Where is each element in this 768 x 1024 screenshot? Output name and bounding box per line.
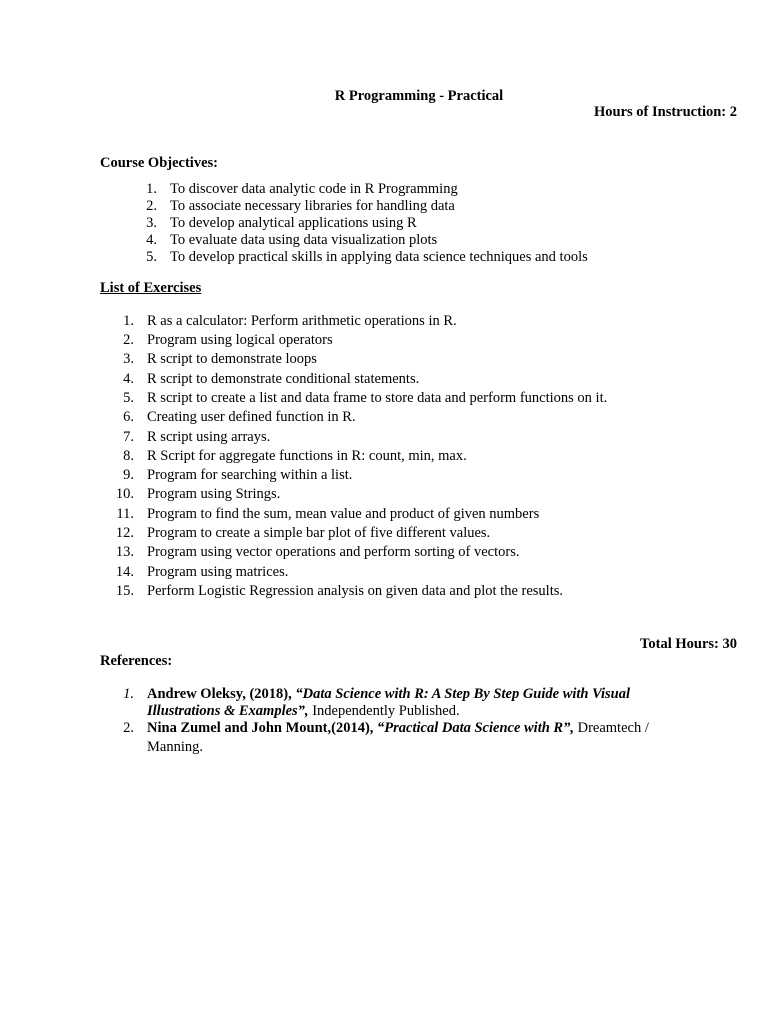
objective-number: 1.: [146, 181, 157, 197]
objective-number: 5.: [146, 249, 157, 265]
exercise-number: 2.: [123, 332, 134, 348]
exercise-number: 11.: [116, 506, 134, 522]
objective-number: 2.: [146, 198, 157, 214]
total-hours: Total Hours: 30: [640, 636, 737, 652]
exercises-heading: List of Exercises: [100, 280, 202, 296]
objective-text: To discover data analytic code in R Programming: [170, 181, 458, 197]
exercise-number: 4.: [123, 371, 134, 387]
objective-text: To develop practical skills in applying data science techniques and tools: [170, 249, 588, 265]
exercise-number: 6.: [123, 409, 134, 425]
reference-publisher-cont: Manning.: [147, 739, 203, 755]
page-title: R Programming - Practical: [334, 88, 504, 104]
exercise-text: R script using arrays.: [147, 429, 271, 445]
reference-publisher: Dreamtech /: [573, 720, 649, 736]
exercise-text: Program using logical operators: [147, 332, 333, 348]
exercise-text: R Script for aggregate functions in R: count, min, max.: [147, 448, 467, 464]
exercise-number: 13.: [115, 544, 134, 560]
exercise-number: 3.: [123, 351, 134, 367]
exercise-text: R script to create a list and data frame to store data and perform functions on it.: [147, 390, 608, 406]
objective-number: 4.: [146, 232, 157, 248]
objective-text: To develop analytical applications using R: [170, 215, 417, 231]
objective-text: To associate necessary libraries for handling data: [170, 198, 455, 214]
reference-title-cont: Illustrations & Examples”,: [147, 703, 309, 719]
exercise-text: R script to demonstrate conditional statements.: [147, 371, 420, 387]
exercise-number: 14.: [115, 564, 134, 580]
reference-title: “Practical Data Science with R”,: [373, 720, 574, 736]
exercise-text: Perform Logistic Regression analysis on given data and plot the results.: [147, 583, 563, 599]
reference-number: 2.: [123, 720, 134, 736]
exercise-number: 9.: [123, 467, 134, 483]
exercise-text: Program to find the sum, mean value and product of given numbers: [147, 506, 540, 522]
hours-of-instruction: Hours of Instruction: 2: [594, 104, 737, 120]
reference-line: [147, 686, 630, 703]
exercise-number: 8.: [123, 448, 134, 464]
exercise-text: R script to demonstrate loops: [147, 351, 317, 367]
reference-title: “Data Science with R: A Step By Step Guide with Visual: [295, 686, 630, 702]
reference-author: Nina Zumel and John Mount,(2014),: [147, 720, 374, 736]
exercise-number: 10.: [115, 486, 134, 502]
reference-author: Andrew Oleksy, (2018),: [147, 686, 292, 702]
reference-line: [147, 703, 460, 720]
exercise-text: Program using vector operations and perform sorting of vectors.: [147, 544, 520, 560]
exercise-number: 15.: [115, 583, 134, 599]
course-objectives-heading: Course Objectives:: [100, 155, 218, 171]
reference-number: 1.: [123, 686, 134, 702]
exercise-text: Program using matrices.: [147, 564, 289, 580]
exercise-number: 1.: [123, 313, 134, 329]
exercise-number: 12.: [115, 525, 134, 541]
exercise-number: 7.: [123, 429, 134, 445]
exercise-text: Program to create a simple bar plot of five different values.: [147, 525, 491, 541]
exercise-text: Creating user defined function in R.: [147, 409, 356, 425]
reference-publisher: Independently Published.: [308, 703, 460, 719]
exercise-number: 5.: [123, 390, 134, 406]
reference-line: [147, 720, 649, 737]
exercise-text: Program using Strings.: [147, 486, 281, 502]
objective-number: 3.: [146, 215, 157, 231]
references-heading: References:: [100, 653, 173, 669]
objective-text: To evaluate data using data visualization plots: [170, 232, 438, 248]
exercise-text: Program for searching within a list.: [147, 467, 353, 483]
exercise-text: R as a calculator: Perform arithmetic operations in R.: [147, 313, 457, 329]
